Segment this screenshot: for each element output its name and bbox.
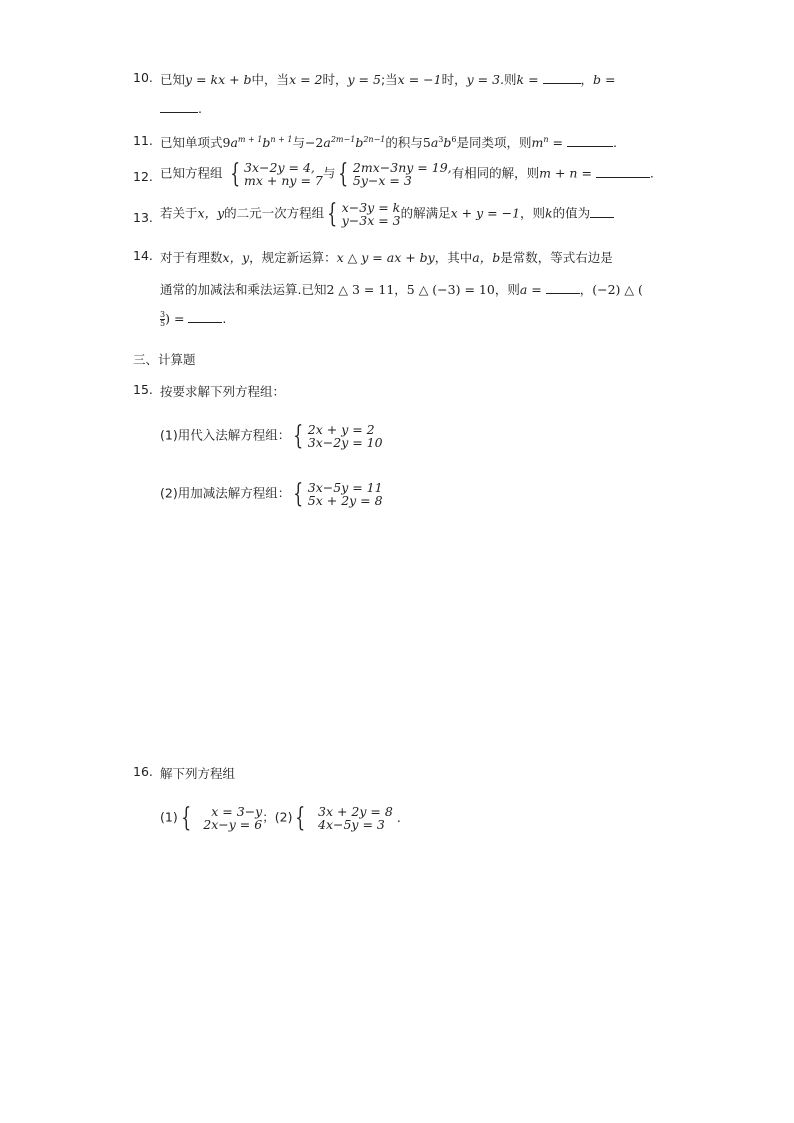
sub-questions: (1) { x = 3−y 2x−y = 6 ；(2) { 3x + 2y = 8 4x−5y = 3 . (160, 803, 401, 833)
equation-system: { x−3y = k y−3x = 3 (327, 199, 401, 229)
question-number: 13. (133, 210, 153, 225)
sub-question-1: (1)用代入法解方程组： { 2x + y = 2 3x−2y = 10 (160, 421, 383, 451)
question-text: 若关于x，y的二元一次方程组 { x−3y = k y−3x = 3 的解满足x + y = −1，则k的值为 (160, 201, 614, 227)
equation-system: { 3x−2y = 4, mx + ny = 7 (229, 159, 323, 189)
answer-blank[interactable] (596, 165, 650, 178)
answer-blank[interactable] (567, 134, 613, 147)
question-number: 12. (133, 169, 153, 184)
fraction: $\frac{3}{5}$ (160, 310, 166, 328)
section-title: 三、计算题 (133, 352, 196, 367)
left-brace: { (327, 199, 338, 229)
left-brace: { (293, 421, 304, 451)
question-text: 已知单项式$9a^{m + 1}b^{n + 1}$与$-2a^{2m-1}b^{2n-1}$的积与$5a^3b^6$是同类项，则$m^n$ = . (160, 134, 617, 150)
question-text: 已知y = kx + b中，当x = 2时，y = 5;当x = −1时，y = 3.则k = ，b = (160, 72, 616, 87)
equation-system: { 2mx−3ny = 19, 5y−x = 3 (338, 159, 452, 189)
equation-system: { 2x + y = 2 3x−2y = 10 (293, 421, 383, 451)
question-number: 10. (133, 70, 153, 85)
answer-blank[interactable] (590, 205, 614, 218)
left-brace: { (181, 803, 191, 833)
left-brace: { (293, 479, 304, 509)
answer-blank-k[interactable] (543, 71, 581, 84)
left-brace: { (295, 803, 306, 833)
answer-blank-b[interactable] (160, 100, 198, 113)
sub-question-2: (2)用加减法解方程组： { 3x−5y = 11 5x + 2y = 8 (160, 479, 383, 509)
answer-blank-expr[interactable] (188, 310, 222, 323)
equation-system: { x = 3−y 2x−y = 6 (181, 803, 263, 833)
question-text: 已知方程组 { 3x−2y = 4, mx + ny = 7 与 { 2mx−3ny = 19, 5y−x = 3 有相同的解，则m + n = . (160, 159, 654, 189)
question-text: 解下列方程组 (160, 766, 236, 781)
question-number: 14. (133, 248, 153, 263)
answer-blank-a[interactable] (546, 281, 580, 294)
question-number: 16. (133, 764, 153, 779)
question-text: 按要求解下列方程组： (160, 384, 286, 399)
equation-system: { 3x−5y = 11 5x + 2y = 8 (293, 479, 383, 509)
question-text-line-3: $\frac{3}{5}$ ) = . (160, 310, 227, 328)
left-brace: { (338, 159, 349, 189)
equation-system: { 3x + 2y = 8 4x−5y = 3 (295, 803, 393, 833)
question-text-line-1: 对于有理数x，y，规定新运算：x △ y = ax + by，其中a，b是常数，等式右边是 (160, 250, 613, 265)
left-brace: { (229, 159, 240, 189)
question-number: 15. (133, 382, 153, 397)
question-text-line-2: 通常的加减法和乘法运算.已知2 △ 3 = 11，5 △ (−3) = 10，则a = ，(−2) △ ( (160, 282, 643, 297)
question-number: 11. (133, 133, 153, 148)
